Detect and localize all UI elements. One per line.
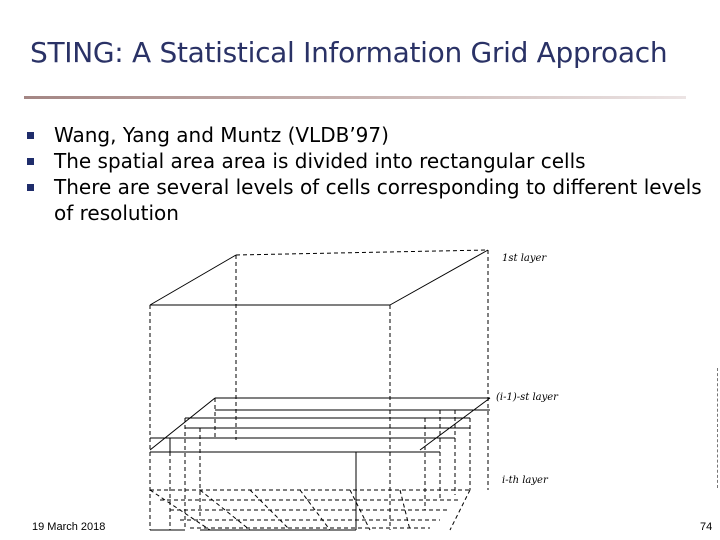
layer-label-1st: 1st layer [502, 253, 547, 264]
top-layer-box [150, 250, 488, 305]
projection-lines [150, 250, 488, 530]
bullet-text: There are several levels of cells corresponding to different levels of resolution [54, 175, 702, 225]
layer-label-i-minus-1: (i-1)-st layer [496, 392, 558, 403]
bottom-layer-grid [150, 490, 470, 530]
bullet-text: The spatial area area is divided into rectangular cells [54, 149, 586, 173]
page-number: 74 [700, 521, 713, 533]
slide-title: STING: A Statistical Information Grid Approach [30, 36, 668, 69]
layer-label-i-th: i-th layer [502, 475, 548, 486]
bullet-text: Wang, Yang and Muntz (VLDB’97) [54, 123, 389, 147]
edge-divider [717, 368, 718, 488]
footer-date: 19 March 2018 [32, 521, 106, 533]
